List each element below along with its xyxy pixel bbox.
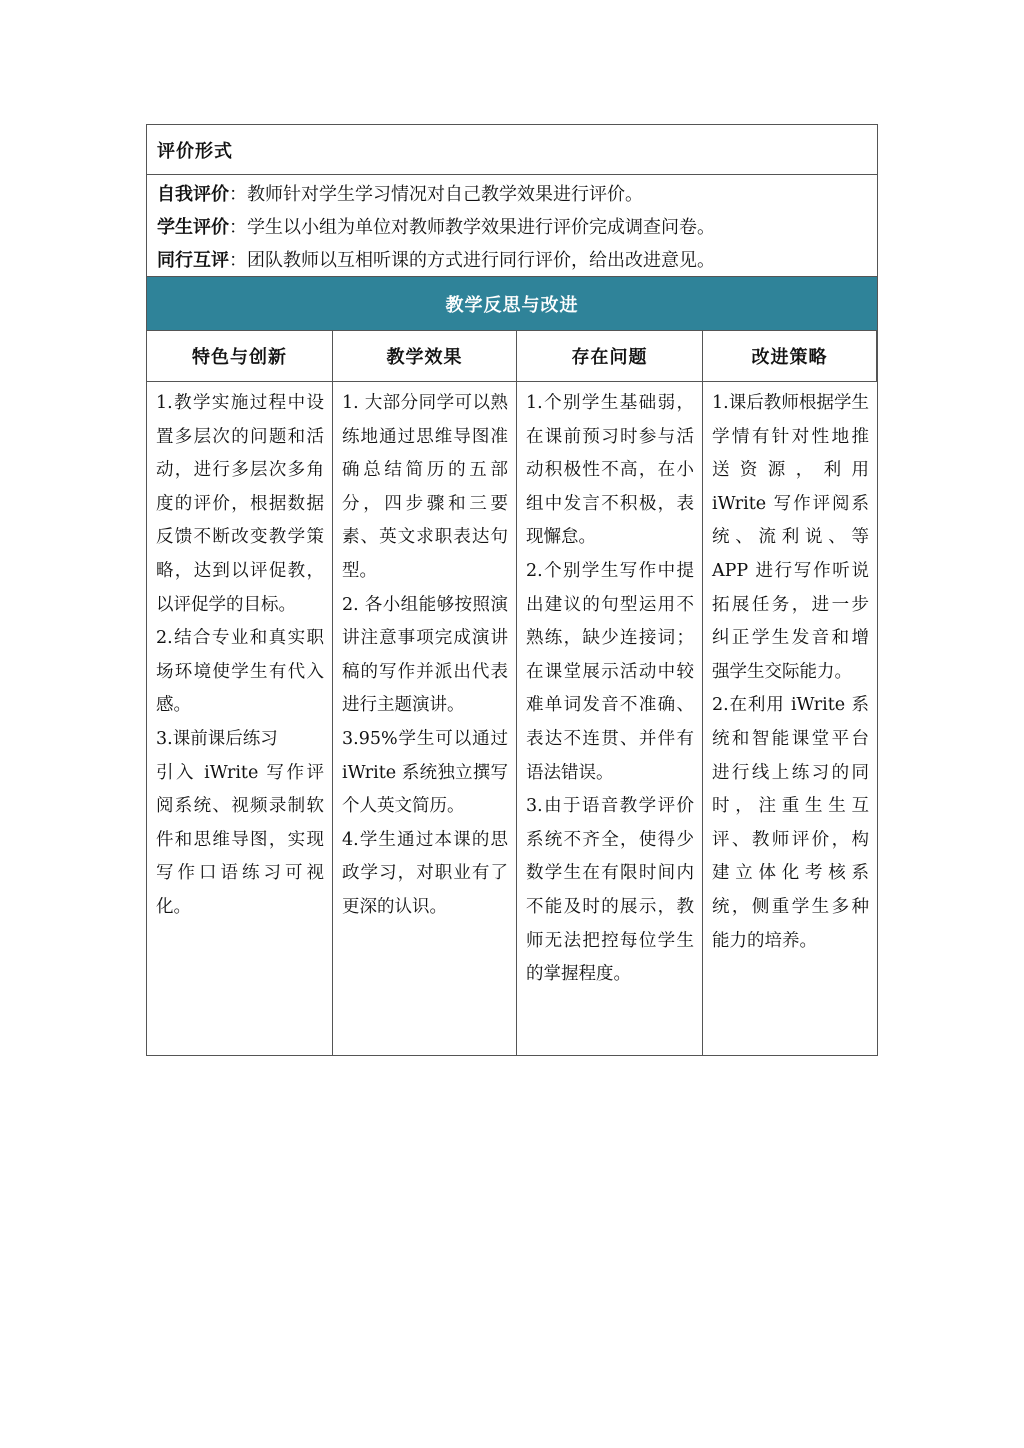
problems-paragraph: 1.个别学生基础弱，在课前预习时参与活动积极性不高，在小组中发言不积极，表现懈怠。 (526, 393, 694, 548)
effects-cell (333, 382, 517, 1055)
evaluation-text: ：教师针对学生学习情况对自己教学效果进行评价。 (229, 184, 643, 205)
features-paragraph: 1.教学实施过程中设置多层次的问题和活动，进行多层次多角度的评价，根据数据反馈不断改变教学策略，达到以评促教，以评促学的目标。 (156, 393, 324, 615)
evaluation-content (147, 175, 877, 276)
reflection-title: 教学反思与改进 (445, 294, 579, 316)
column-header-strategies: 改进策略 (703, 331, 877, 382)
problems-cell (517, 382, 703, 1055)
effects-paragraph: 4.学生通过本课的思政学习，对职业有了更深的认识。 (342, 829, 508, 917)
features-cell (147, 382, 333, 1055)
evaluation-text: ：团队教师以互相听课的方式进行同行评价，给出改进意见。 (229, 250, 715, 271)
evaluation-title: 评价形式 (157, 140, 233, 162)
features-paragraph: 3.课前课后练习 (156, 728, 278, 749)
evaluation-item-student (157, 211, 877, 244)
reflection-banner (147, 276, 877, 331)
strategies-paragraph: 2.在利用 iWrite 系统和智能课堂平台进行线上练习的同时，注重生生互评、教师评价，构建立体化考核系统，侧重学生多种能力的培养。 (712, 695, 869, 951)
evaluation-label: 学生评价 (157, 217, 229, 238)
evaluation-item-self (157, 178, 877, 211)
column-header-problems: 存在问题 (517, 331, 703, 382)
evaluation-label: 自我评价 (157, 184, 229, 205)
strategies-cell (703, 382, 877, 1055)
effects-paragraph: 1. 大部分同学可以熟练地通过思维导图准确总结简历的五部分，四步骤和三要素、英文求职表达句型。 (342, 393, 508, 581)
effects-paragraph: 2. 各小组能够按照演讲注意事项完成演讲稿的写作并派出代表进行主题演讲。 (342, 594, 508, 716)
effects-paragraph: 3.95%学生可以通过 iWrite 系统独立撰写个人英文简历。 (342, 728, 508, 817)
reflection-grid (147, 331, 877, 1055)
features-paragraph: 引入 iWrite 写作评阅系统、视频录制软件和思维导图，实现写作口语练习可视化。 (156, 762, 324, 917)
evaluation-title-row (147, 125, 877, 175)
features-paragraph: 2.结合专业和真实职场环境使学生有代入感。 (156, 628, 324, 716)
evaluation-item-peer (157, 244, 877, 277)
evaluation-label: 同行互评 (157, 250, 229, 271)
column-header-features: 特色与创新 (147, 331, 333, 382)
evaluation-text: ：学生以小组为单位对教师教学效果进行评价完成调查问卷。 (229, 217, 715, 238)
evaluation-reflection-table (146, 124, 878, 1056)
column-header-effects: 教学效果 (333, 331, 517, 382)
strategies-paragraph: 1.课后教师根据学生学情有针对性地推送资源，利用 iWrite 写作评阅系统、流利说、等 APP 进行写作听说拓展任务，进一步纠正学生发音和增强学生交际能力。 (712, 393, 869, 682)
problems-paragraph: 3.由于语音教学评价系统不齐全，使得少数学生在有限时间内不能及时的展示，教师无法把控每位学生的掌握程度。 (526, 796, 694, 985)
problems-paragraph: 2.个别学生写作中提出建议的句型运用不熟练，缺少连接词；在课堂展示活动中较难单词发音不准确、表达不连贯、并伴有语法错误。 (526, 560, 694, 783)
